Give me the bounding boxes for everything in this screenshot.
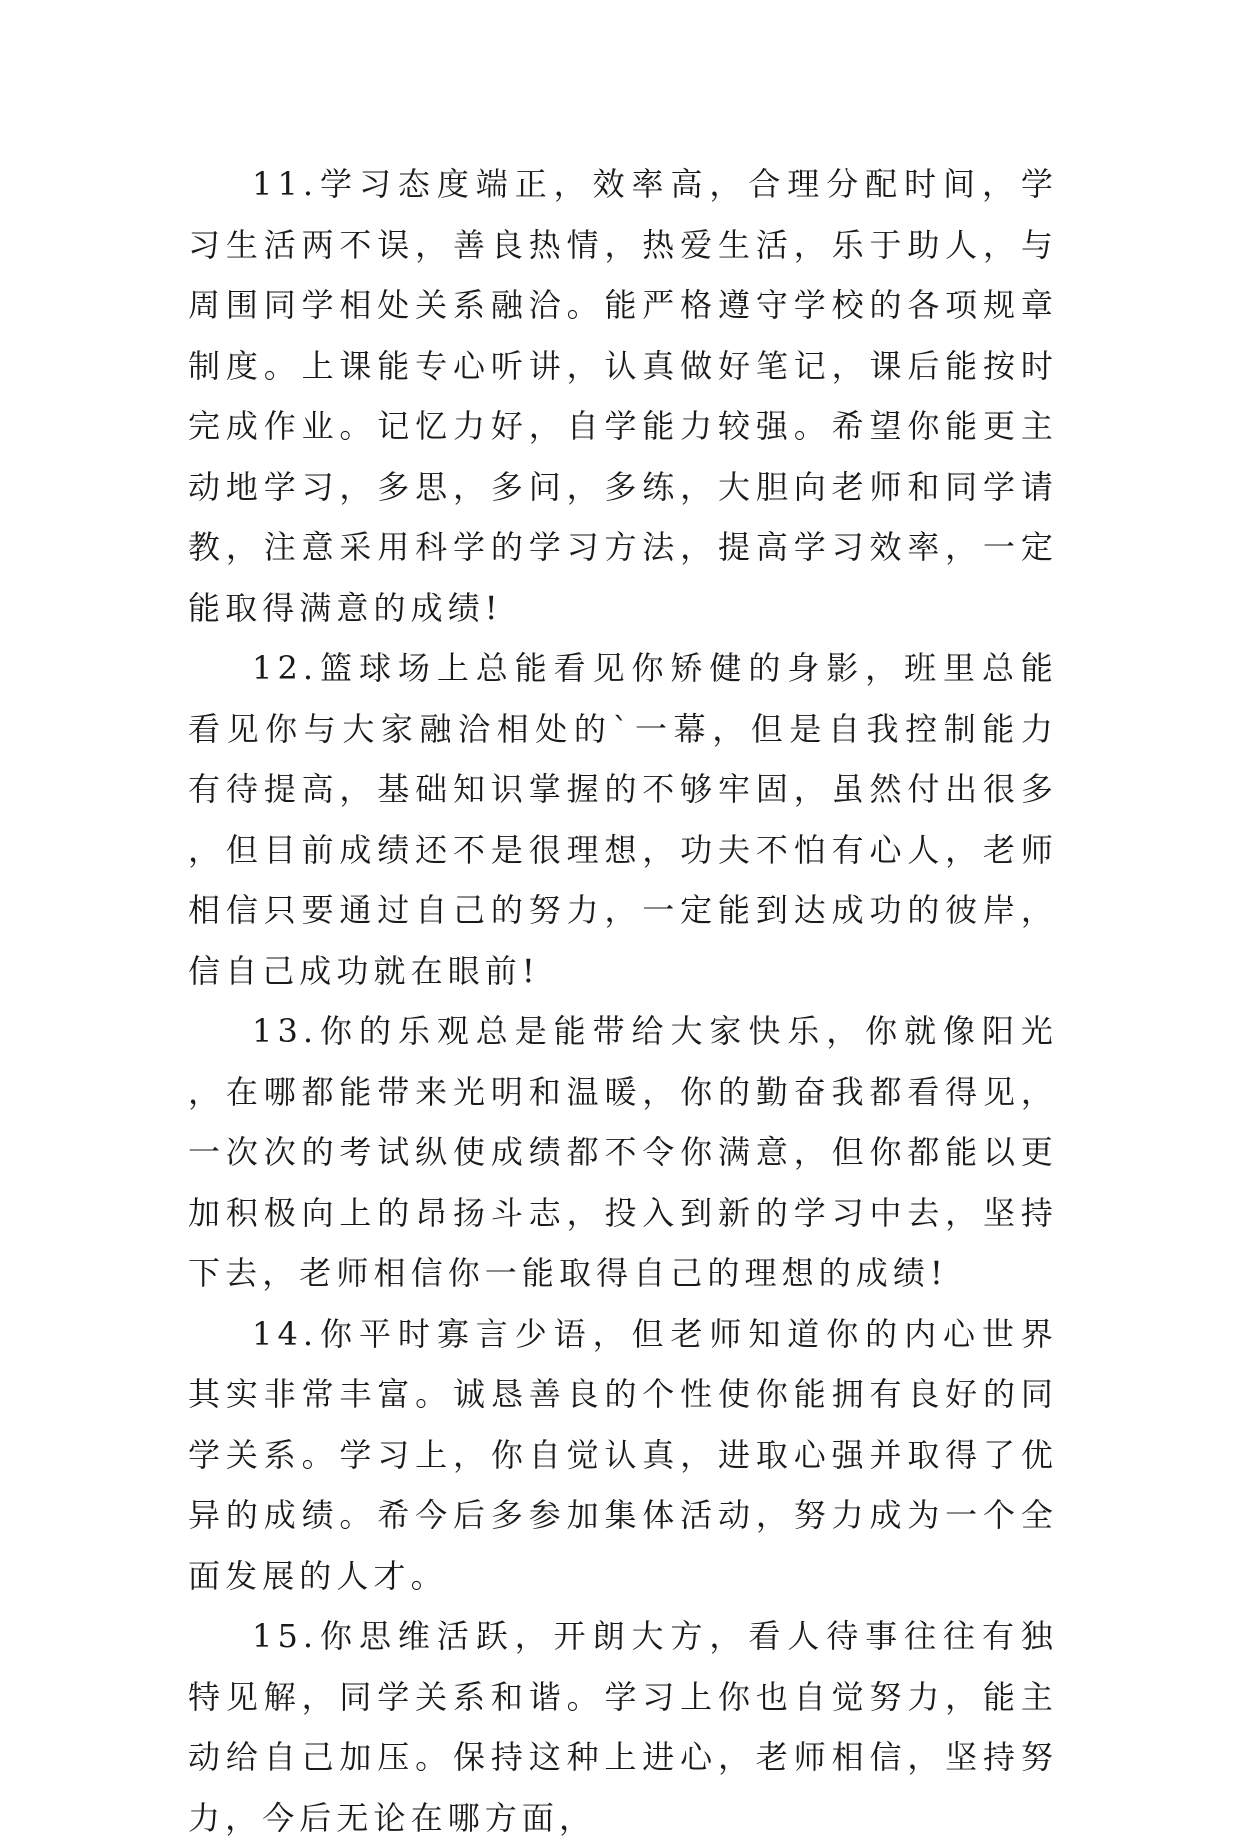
paragraph-12: 12.篮球场上总能看见你矫健的身影，班里总能看见你与大家融洽相处的`一幕，但是自我控制能力有待提高，基础知识掌握的不够牢固，虽然付出很多，但目前成绩还不是很理想，功夫不怕有心人，老师相信只要通过自己的努力，一定能到达成功的彼岸，信自己成功就在眼前!	[188, 649, 1058, 990]
paragraph-11: 11.学习态度端正，效率高，合理分配时间，学习生活两不误，善良热情，热爱生活，乐于助人，与周围同学相处关系融洽。能严格遵守学校的各项规章制度。上课能专心听讲，认真做好笔记，课后能按时完成作业。记忆力好，自学能力较强。希望你能更主动地学习，多思，多问，多练，大胆向老师和同学请教，注意采用科学的学习方法，提高学习效率，一定能取得满意的成绩!	[188, 165, 1058, 627]
paragraph-13: 13.你的乐观总是能带给大家快乐，你就像阳光，在哪都能带来光明和温暖，你的勤奋我都看得见，一次次的考试纵使成绩都不令你满意，但你都能以更加积极向上的昂扬斗志，投入到新的学习中去，坚持下去，老师相信你一能取得自己的理想的成绩!	[188, 1012, 1058, 1292]
paragraph-14: 14.你平时寡言少语，但老师知道你的内心世界其实非常丰富。诚恳善良的个性使你能拥有良好的同学关系。学习上，你自觉认真，进取心强并取得了优异的成绩。希今后多参加集体活动，努力成为一个全面发展的人才。	[188, 1314, 1058, 1595]
document-body	[188, 154, 1058, 1848]
paragraph-15: 15.你思维活跃，开朗大方，看人待事往往有独特见解，同学关系和谐。学习上你也自觉努力，能主动给自己加压。保持这种上进心，老师相信，坚持努力，今后无论在哪方面，	[188, 1617, 1058, 1837]
